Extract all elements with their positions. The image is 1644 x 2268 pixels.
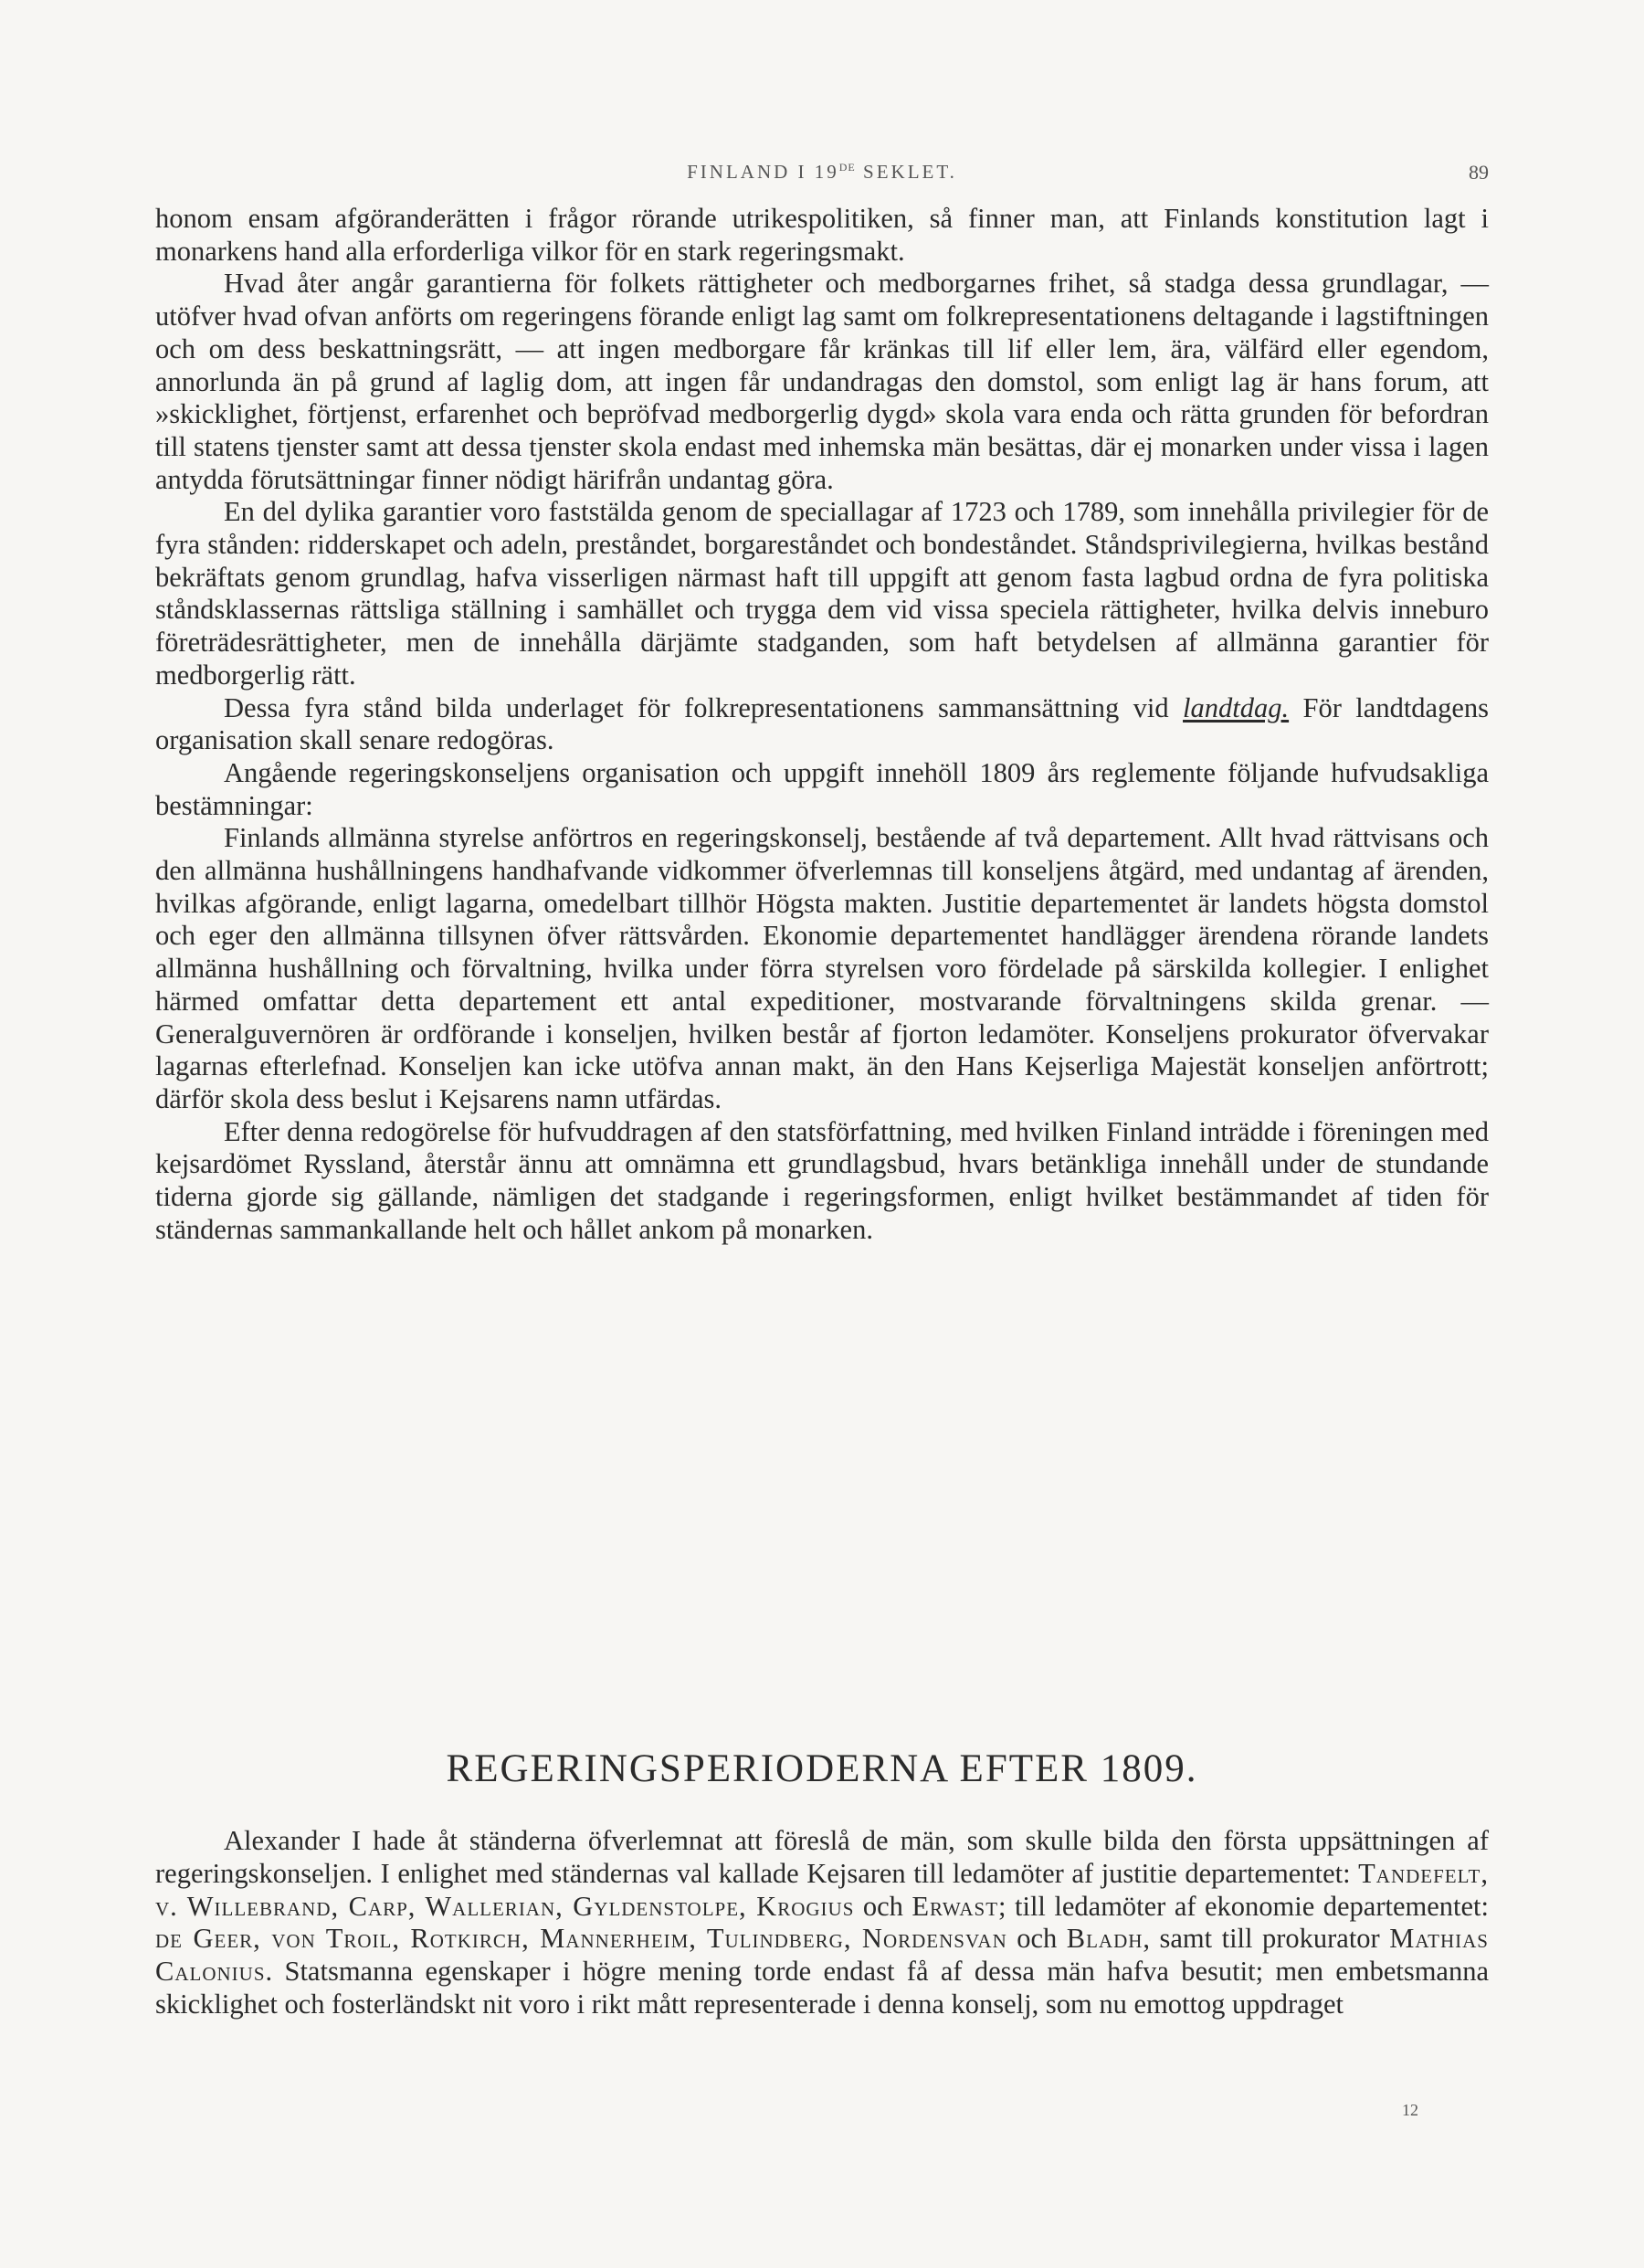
ekonomie-members: de Geer, von Troil, Rotkirch, Mannerheim, Tulindberg, Nordensvan [155,1923,1007,1955]
landtdag-emphasis: landtdag. [1183,691,1290,723]
justitie-members: Tandefelt, v. Willebrand, Carp, Wallerian, Gyldenstolpe, Krogius [155,1857,1489,1922]
running-head-title-sup: DE [838,161,856,174]
running-head-title-end: SEKLET. [855,161,957,183]
landtdag-text-after: För landtdagens organisation skall senare redogöras. [155,691,1489,756]
prokurator-intro: , samt till prokurator [1143,1923,1390,1955]
running-head-title [155,161,1489,184]
ekonomie-last-member: Bladh [1066,1923,1143,1955]
running-head-title-main: FINLAND I 19 [687,161,839,183]
page-number: 89 [1469,161,1489,184]
section-text [155,1825,1489,2021]
conjunction-2: och [1006,1923,1067,1955]
paragraph-statsforfattning: Efter denna redogörelse för hufvuddragen af den statsförfattning, med hvilken Finland inträdde i föreningen med kejsardömet Ryssland, återstår ännu att omnämna ett grundlagsbud, hvars betänkliga innehåll under de stundande tiderna gjorde sig gällande, nämligen det stadgande i regeringsformen, enligt hvilket bestämmandet af tiden för ständernas sammankallande helt och hållet ankom på monarken. [155,1115,1489,1245]
paragraph-privilegier: En del dylika garantier voro faststälda genom de speciallagar af 1723 och 1789, som innehålla privilegier för de fyra stånden: ridderskapet och adeln, preståndet, borgareståndet och bondeståndet. Ståndsprivilegierna, hvilkas bestånd bekräftats genom grundlag, hafva visserligen närmast haft till uppgift att genom fasta lagbud ordna de fyra politiska ståndsklassernas rättsliga ställning i samhället och trygga dem vid vissa speciela rättigheter, hvilka delvis inneburo företrädesrättigheter, men de innehålla därjämte stadganden, som haft betydelsen af allmänna garantier för medborgerlig rätt. [155,496,1489,691]
paragraph-landtdag [155,692,1489,757]
alexander-rest: . Statsmanna egenskaper i högre mening torde endast få af dessa män hafva besutit; men embetsmanna skicklighet och fosterländskt nit voro i rikt mått representerade i denna konselj, som nu emottog uppdraget [155,1956,1489,2020]
body-text [155,203,1489,1247]
paragraph-reglemente: Angående regeringskonseljens organisation och uppgift innehöll 1809 års reglemente följande hufvudsakliga bestämningar: [155,756,1489,821]
alexander-intro: Alexander I hade åt ständerna öfverlemnat att föreslå de män, som skulle bilda den första uppsättningen af regeringskonseljen. I enlighet med ständernas val kallade Kejsaren till ledamöter af justitie departementet: [155,1825,1489,1889]
paragraph-garantier: Hvad åter angår garantierna för folkets rättigheter och medborgarnes frihet, så stadga dessa grundlagar, — utöfver hvad ofvan anförts om regeringens förande enligt lag samt om folkrepresentationens deltagande i lagstiftningen och om dess beskattningsrätt, — att ingen medborgare får kränkas till lif eller lem, ära, välfärd eller egendom, annorlunda än på grund af laglig dom, att ingen får undandragas den domstol, som enligt lag är hans forum, att »skicklighet, förtjenst, erfarenhet och bepröfvad medborgerlig dygd» skola vara enda och rätta grunden för befordran till statens tjenster samt att dessa tjenster skola endast med inhemska män besättas, där ej monarken under vissa i lagen antydda förutsättningar finner nödigt härifrån undantag göra. [155,268,1489,495]
signature-mark: 12 [1402,2101,1418,2119]
conjunction-1: och [854,1890,912,1922]
paragraph-continued: honom ensam afgöranderätten i frågor rörande utrikespolitiken, så finner man, att Finlands konstitution lagt i monarkens hand alla erforderliga vilkor för en stark regeringsmakt. [155,203,1489,267]
prokurator-name: Mathias Calonius [155,1923,1489,1988]
landtdag-text-before: Dessa fyra stånd bilda underlaget för folkrepresentationens sammansättning vid [224,691,1184,723]
section-heading: REGERINGSPERIODERNA EFTER 1809. [446,1747,1198,1790]
running-head [155,161,1489,194]
paragraph-alexander [155,1825,1489,2021]
ekonomie-intro: ; till ledamöter af ekonomie departementet: [998,1890,1489,1922]
justitie-last-member: Erwast [912,1890,999,1922]
paragraph-konselj: Finlands allmänna styrelse anförtros en regeringskonselj, bestående af två departement. Allt hvad rättvisans och den allmänna hushållningens handhafvande vidkommer öfverlemnas till konseljens åtgärd, med undantag af ärenden, hvilkas afgörande, enligt lagarna, omedelbart tillhör Högsta makten. Justitie departementet är landets högsta domstol och eger den allmänna tillsynen öfver rättsvården. Ekonomie departementet handlägger ärendena rörande landets allmänna hushållning och förvaltning, hvilka under förra styrelsen voro fördelade på särskilda kollegier. I enlighet härmed omfattar detta departement ett antal expeditioner, mostvarande förvaltningens skilda grenar. — Generalguvernören är ordförande i konseljen, hvilken består af fjorton ledamöter. Konseljens prokurator öfvervakar lagarnas efterlefnad. Konseljen kan icke utöfva annan makt, än den Hans Kejserliga Majestät konseljen anförtrott; därför skola dess beslut i Kejsarens namn utfärdas. [155,822,1489,1114]
